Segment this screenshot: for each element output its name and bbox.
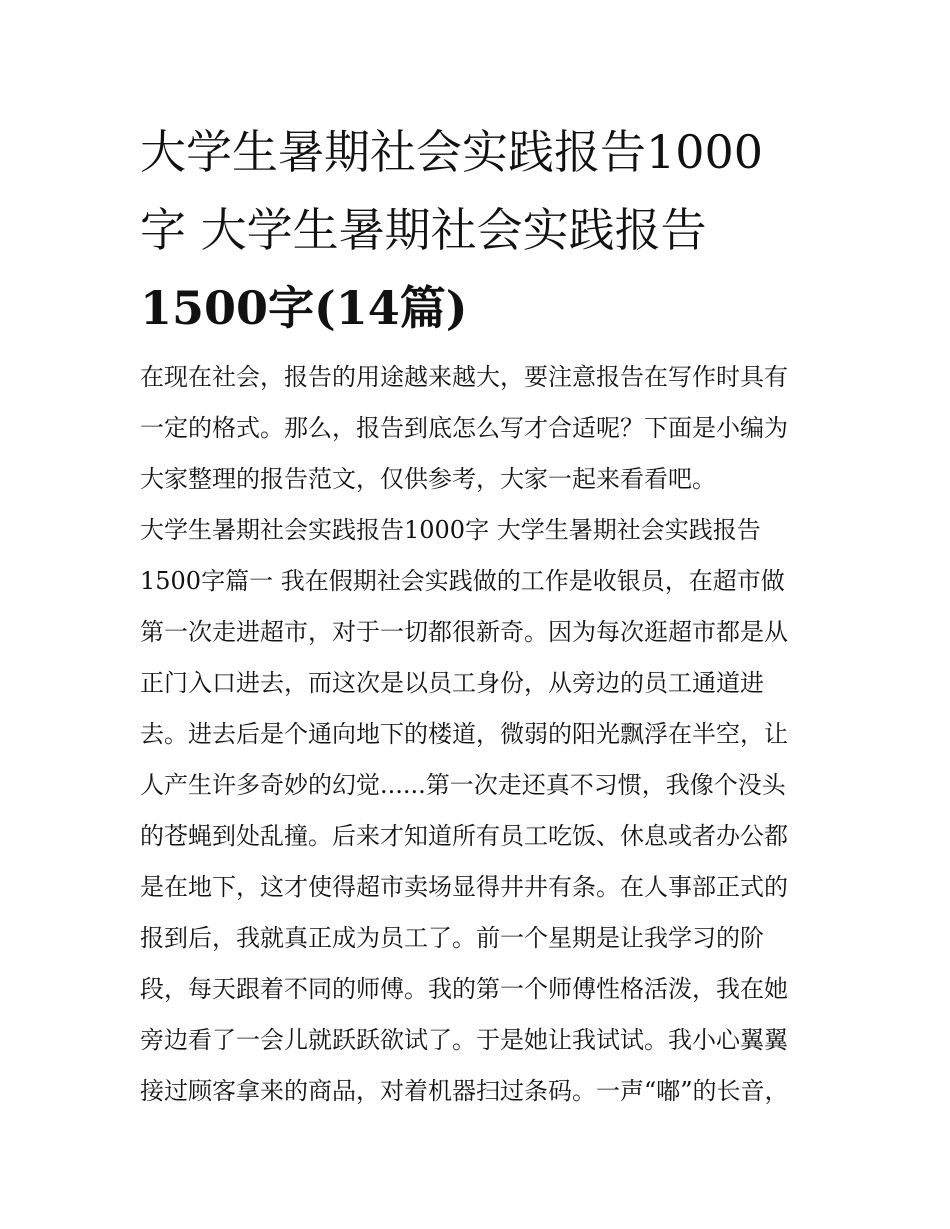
text-line: 第一次走进超市，对于一切都很新奇。因为每次逛超市都是从: [140, 618, 788, 646]
text-line: 去。进去后是个通向地下的楼道，微弱的阳光飘浮在半空，让: [140, 720, 788, 748]
title-line: 字 大学生暑期社会实践报告: [140, 203, 707, 257]
text-line: 接过顾客拿来的商品，对着机器扫过条码。一声“嘟”的长音，: [140, 1077, 789, 1105]
text-line: 段，每天跟着不同的师傅。我的第一个师傅性格活泼，我在她: [140, 975, 788, 1003]
text-line: 人产生许多奇妙的幻觉......第一次走还真不习惯，我像个没头: [140, 771, 786, 799]
text-line: 大家整理的报告范文，仅供参考，大家一起来看看吧。: [140, 465, 716, 493]
text-line: 旁边看了一会儿就跃跃欲试了。于是她让我试试。我小心翼翼: [140, 1026, 788, 1054]
title-line: 1500字(14篇): [140, 281, 468, 335]
text-line: 是在地下，这才使得超市卖场显得井井有条。在人事部正式的: [140, 873, 788, 901]
text-line: 的苍蝇到处乱撞。后来才知道所有员工吃饭、休息或者办公都: [140, 822, 788, 850]
text-line: 1500字篇一 我在假期社会实践做的工作是收银员，在超市做: [140, 567, 785, 595]
document-title: [140, 113, 820, 347]
text-line: 正门入口进去，而这次是以员工身份，从旁边的员工通道进: [140, 669, 764, 697]
text-line: 大学生暑期社会实践报告1000字 大学生暑期社会实践报告: [140, 516, 761, 544]
text-line: 在现在社会，报告的用途越来越大，要注意报告在写作时具有: [140, 363, 788, 391]
article-body: [140, 505, 820, 1117]
intro-paragraph: [140, 352, 820, 505]
text-line: 一定的格式。那么，报告到底怎么写才合适呢？下面是小编为: [140, 414, 788, 442]
text-line: 报到后，我就真正成为员工了。前一个星期是让我学习的阶: [140, 924, 764, 952]
title-line: 大学生暑期社会实践报告1000: [140, 125, 764, 179]
